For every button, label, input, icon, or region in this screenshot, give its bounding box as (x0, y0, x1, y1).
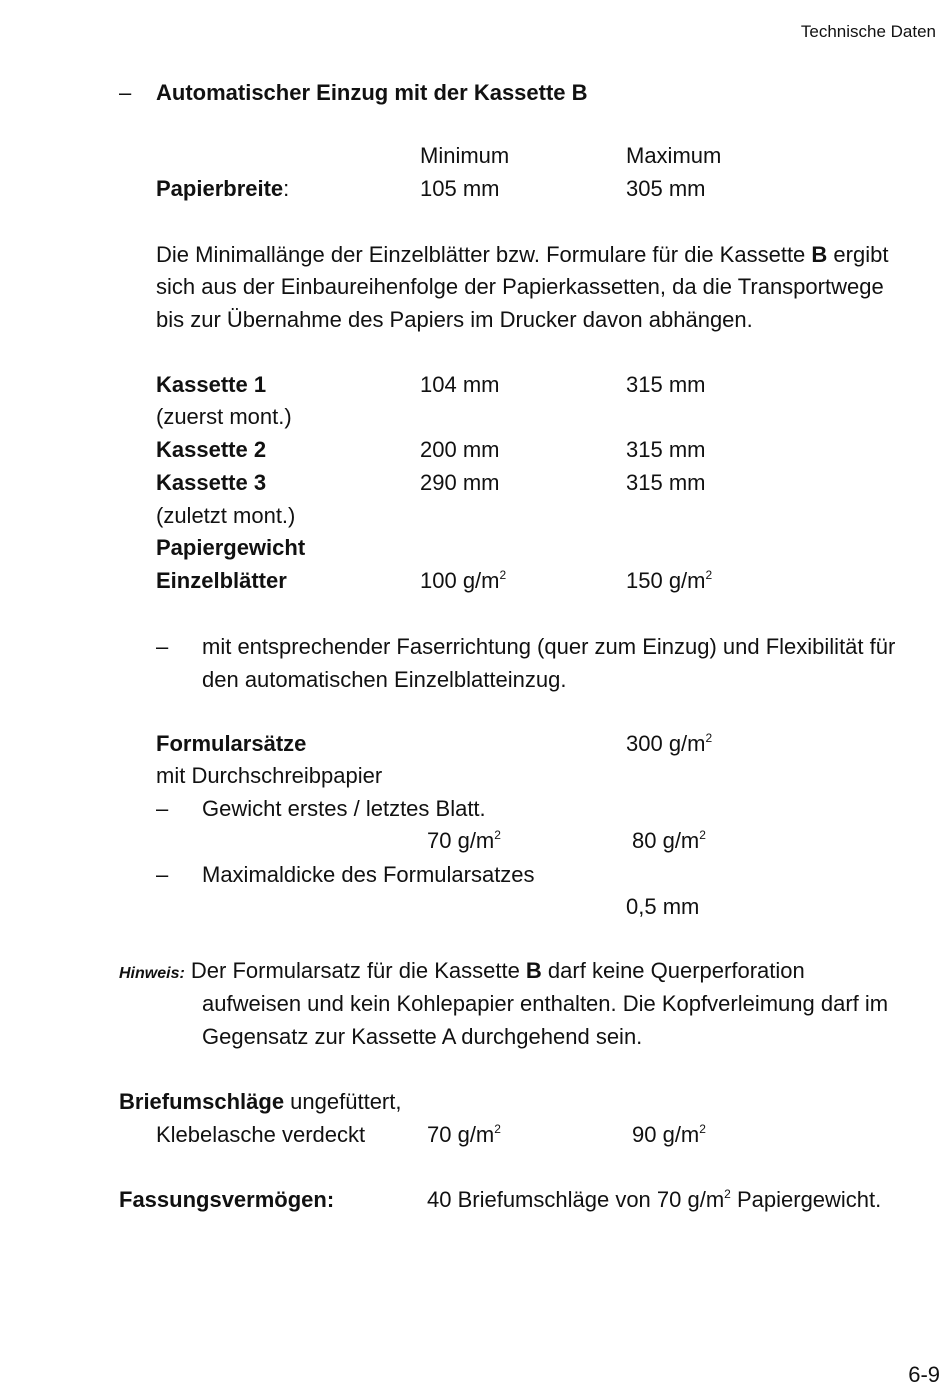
intro-line-1: Die Minimallänge der Einzelblätter bzw. Formulare für die Kassette B ergibt (156, 242, 889, 267)
gewicht-max: 80 $g/m^2$ (632, 828, 706, 853)
briefumschlaege-label: Briefumschläge ungefüttert, (119, 1089, 402, 1114)
column-maximum: Maximum (626, 143, 722, 168)
column-minimum: Minimum (420, 143, 510, 168)
kassette-3-max: 315 mm (626, 470, 706, 495)
hinweis-line-2: aufweisen und kein Kohlepapier enthalten. Die Kopfverleimung darf im (202, 991, 889, 1016)
dicke-label: Maximaldicke des Formularsatzes (202, 862, 535, 887)
section-bullet: – (119, 80, 132, 105)
briefumschlaege-sub: Klebelasche verdeckt (156, 1122, 366, 1147)
page-header: Technische Daten (800, 22, 936, 41)
kassette-2-max: 315 mm (626, 437, 706, 462)
einzelblaetter-label: Einzelblätter (156, 568, 287, 593)
faser-line-1: mit entsprechender Faserrichtung (quer zum Einzug) und Flexibilität für (202, 634, 896, 659)
einzelblaetter-max: 150 $g/m^2$ (626, 568, 713, 593)
fassungsvermoegen-label: Fassungsvermögen: (119, 1187, 335, 1212)
formularsaetze-max: 300 $g/m^2$ (626, 731, 713, 756)
intro-line-3: bis zur Übernahme des Papiers im Drucker davon abhängen. (156, 307, 753, 332)
hinweis-line-1: Hinweis: Der Formularsatz für die Kassette B darf keine Querperforation (119, 958, 805, 983)
intro-line-2: sich aus der Einbaureihenfolge der Papierkassetten, da die Transportwege (156, 274, 884, 299)
papierbreite-label: Papierbreite: (156, 176, 290, 201)
section-heading: Automatischer Einzug mit der Kassette B (156, 80, 588, 105)
kassette-1-min: 104 mm (420, 372, 500, 397)
hinweis-line-3: Gegensatz zur Kassette A durchgehend sein. (202, 1024, 643, 1049)
kassette-1-note: (zuerst mont.) (156, 404, 292, 429)
papierbreite-max: 305 mm (626, 176, 706, 201)
kassette-2-label: Kassette 2 (156, 437, 267, 462)
gewicht-dash: – (156, 796, 169, 821)
briefumschlaege-max: 90 $g/m^2$ (632, 1122, 706, 1147)
formularsaetze-sub: mit Durchschreibpapier (156, 763, 383, 788)
formularsaetze-label: Formularsätze (156, 731, 307, 756)
kassette-1-max: 315 mm (626, 372, 706, 397)
papierbreite-min: 105 mm (420, 176, 500, 201)
kassette-2-min: 200 mm (420, 437, 500, 462)
briefumschlaege-min: 70 $g/m^2$ (427, 1122, 501, 1147)
gewicht-min: 70 $g/m^2$ (427, 828, 501, 853)
faser-line-2: den automatischen Einzelblatteinzug. (202, 667, 567, 692)
kassette-3-min: 290 mm (420, 470, 500, 495)
einzelblaetter-min: 100 $g/m^2$ (420, 568, 507, 593)
page-number: 6-9 (908, 1362, 940, 1387)
faser-dash: – (156, 634, 169, 659)
kassette-3-note: (zuletzt mont.) (156, 503, 296, 528)
fassungsvermoegen-value: 40 Briefumschläge von 70 $g/m^2$ Papiergewicht. (427, 1187, 882, 1212)
kassette-1-label: Kassette 1 (156, 372, 267, 397)
papiergewicht-label: Papiergewicht (156, 535, 306, 560)
dicke-value: 0,5 mm (626, 894, 700, 919)
dicke-dash: – (156, 862, 169, 887)
kassette-3-label: Kassette 3 (156, 470, 267, 495)
gewicht-label: Gewicht erstes / letztes Blatt. (202, 796, 486, 821)
